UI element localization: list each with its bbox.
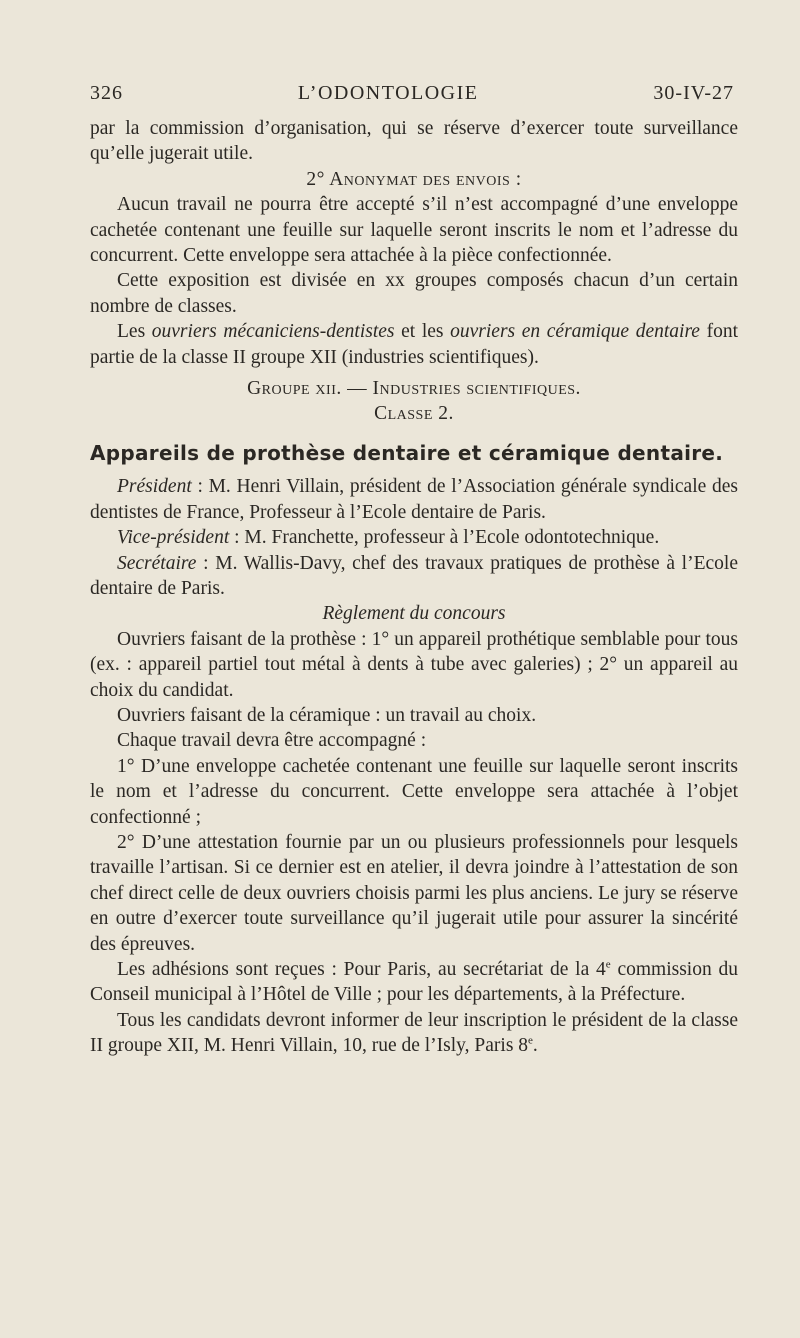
heading-anonymat: 2° Anonymat des envois : (306, 168, 522, 190)
vice-president-text: : M. Franchette, professeur à l’Ecole odontotechnique. (229, 527, 660, 549)
vice-president-label: Vice-président (117, 527, 230, 549)
paragraph-enveloppe: 1° D’une enveloppe cachetée contenant une feuille sur laquelle seront inscrits le nom et l’adresse du concurrent. Cette enveloppe sera attachée à l’objet confectionné ; (90, 755, 738, 828)
paragraph-exposition: Cette exposition est divisée en xx groupes composés chacun d’un certain nombre de classes. (90, 270, 738, 317)
paragraph-commission: par la commission d’organisation, qui se réserve d’exercer toute surveillance qu’elle jugerait utile. (90, 118, 738, 165)
p10-sup: e (605, 958, 611, 971)
secretaire-label: Secrétaire (117, 552, 197, 574)
president-text: : M. Henri Villain, président de l’Association générale syndicale des dentistes de France, Professeur à l’Ecole dentaire de Paris. (90, 476, 738, 523)
p4-pre: Les (117, 321, 152, 343)
paragraph-anonymat: Aucun travail ne pourra être accepté s’il n’est accompagné d’une enveloppe cachetée contenant une feuille sur laquelle seront inscrits le nom et l’adresse du concurrent. Cette enveloppe sera attachée à la pièce confectionnée. (90, 194, 738, 267)
p4-italic-1: ouvriers mécaniciens-dentistes (151, 321, 395, 343)
p10-post: commission du Conseil municipal à l’Hôtel de Ville ; pour les départements, à la Préfecture. (90, 959, 738, 1006)
p4-mid: et les (394, 321, 451, 343)
p4-italic-2: ouvriers en céramique dentaire (450, 321, 700, 343)
page-number: 326 (90, 82, 123, 104)
journal-title: L’ODONTOLOGIE (297, 82, 479, 104)
paragraph-prothese: Ouvriers faisant de la prothèse : 1° un appareil prothétique semblable pour tous (ex. : appareil partiel tout métal à dents à tube avec galeries) ; 2° un appareil au choix du candidat. (90, 628, 738, 701)
issue-date: 30-IV-27 (653, 82, 734, 104)
paragraph-ouvriers (90, 319, 738, 370)
heading-appareils: Appareils de prothèse dentaire et céramique dentaire. (90, 440, 724, 465)
p10-pre: Les adhésions sont reçues : Pour Paris, au secrétariat de la 4 (117, 959, 606, 980)
running-header (90, 82, 734, 105)
paragraph-secretaire (90, 551, 738, 602)
paragraph-vice-president (90, 525, 738, 550)
page-body (90, 116, 738, 1059)
paragraph-candidats (90, 1008, 738, 1059)
heading-classe: Classe 2. (374, 403, 454, 425)
heading-groupe: Groupe xii. — Industries scientifiques. (247, 378, 581, 400)
paragraph-attestation: 2° D’une attestation fournie par un ou plusieurs professionnels pour lesquels travaille l’artisan. Si ce dernier est en atelier, il devra joindre à l’attestation de son chef direct celle de deux ouvriers choisis parmi les plus anciens. Le jury se réserve en outre d’exercer toute surveillance qu’il jugerait utile pour assurer la sincérité des épreuves. (90, 831, 738, 955)
paragraph-president (90, 474, 738, 525)
heading-reglement: Règlement du concours (322, 603, 506, 625)
p11-pre: Tous les candidats devront informer de leur inscription le président de la classe II groupe XII, M. Henri Villain, 10, rue de l’Isly, Paris 8 (90, 1009, 738, 1057)
paragraph-chaque-travail: Chaque travail devra être accompagné : (117, 730, 427, 752)
secretaire-text: : M. Wallis-Davy, chef des travaux pratiques de prothèse à l’Ecole dentaire de Paris. (90, 552, 738, 599)
p4-post: font partie de la classe II groupe XII (industries scientifiques). (90, 321, 739, 368)
p11-sup: e (528, 1034, 533, 1047)
president-label: Président (117, 476, 192, 498)
paragraph-adhesions (90, 957, 738, 1008)
p11-post: . (532, 1035, 538, 1057)
paragraph-ceramique: Ouvriers faisant de la céramique : un travail au choix. (117, 704, 537, 726)
